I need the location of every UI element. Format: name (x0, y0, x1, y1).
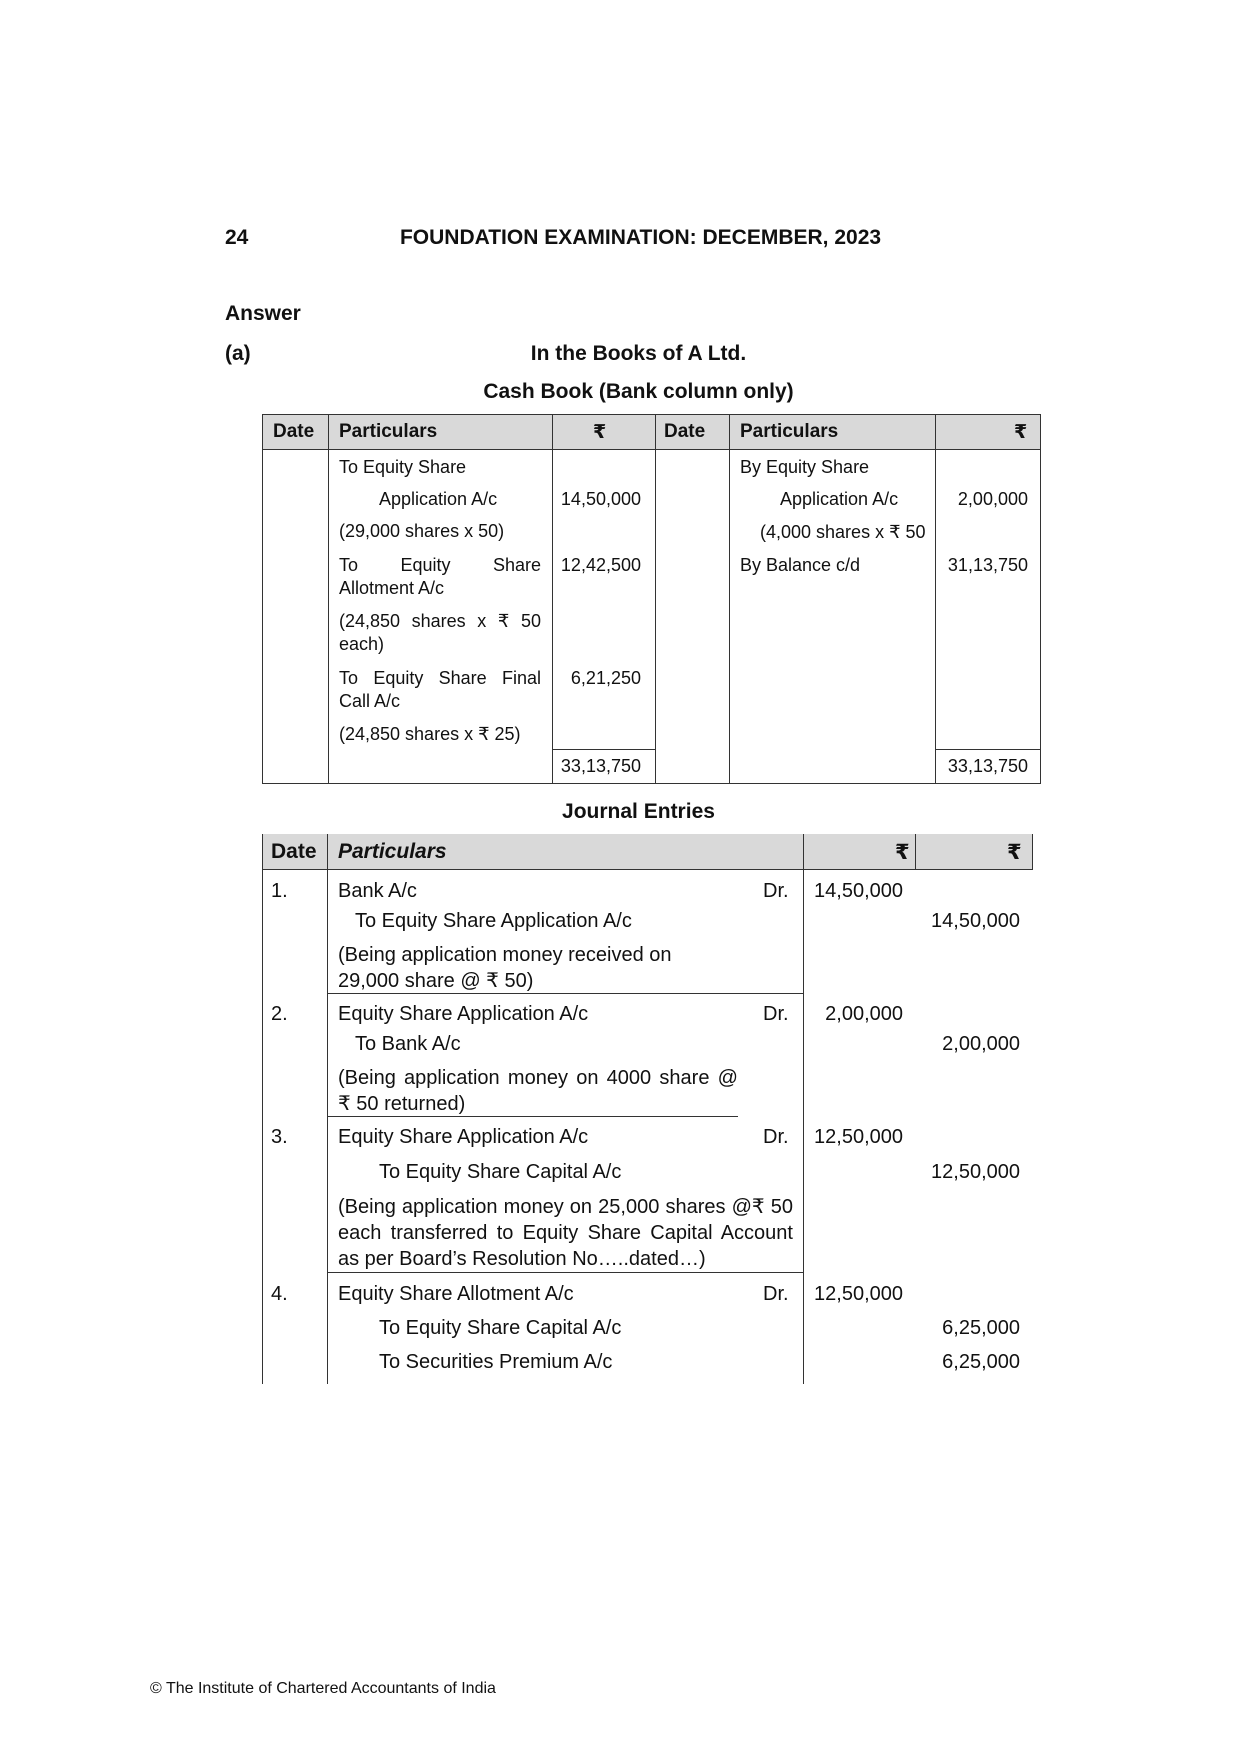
j-credit-account: To Securities Premium A/c (379, 1351, 613, 1373)
cb-debit-particulars: To Equity Share Final Call A/c (339, 668, 541, 711)
cb-col-divider (729, 415, 730, 783)
answer-heading: Answer (225, 302, 301, 325)
cb-debit-amount: 6,21,250 (570, 668, 641, 688)
page-number: 24 (225, 226, 249, 249)
cb-total-line (935, 749, 1040, 750)
j-debit-amount: 12,50,000 (814, 1283, 903, 1305)
j-header-date: Date (271, 840, 317, 863)
cb-credit-particulars: By Balance c/d (740, 555, 861, 575)
cash-book-table (262, 414, 1041, 784)
journal-title (0, 800, 1241, 824)
cb-credit-amount: 2,00,000 (957, 489, 1028, 509)
j-entry-separator (327, 993, 803, 994)
j-col-divider (262, 834, 263, 1384)
j-narration: (Being application money received on 29,000 share @ ₹ 50) (338, 944, 672, 992)
j-narration: (Being application money on 25,000 shares @₹ 50 each transferred to Equity Share Capital Account as per Board’s Resolution No…..dated…) (338, 1196, 793, 1270)
j-debit-account: Bank A/c (338, 880, 417, 902)
journal-header-row (262, 834, 1033, 870)
j-dr-label: Dr. (763, 1283, 789, 1305)
cb-debit-particulars: (24,850 shares x ₹ 50 each) (339, 611, 541, 654)
cb-col-divider (935, 415, 936, 783)
cb-col-divider (328, 415, 329, 783)
cb-header-amount-dr: ₹ (593, 422, 607, 443)
cb-col-divider (552, 415, 553, 783)
cash-book-header-row (263, 415, 1040, 450)
j-narration: (Being application money on 4000 share @ ₹ 50 returned) (338, 1067, 738, 1115)
cb-debit-particulars: To Equity Share (339, 457, 467, 477)
j-debit-account: Equity Share Allotment A/c (338, 1283, 574, 1305)
j-col-divider (327, 834, 328, 1384)
cb-debit-particulars: (29,000 shares x 50) (339, 521, 505, 541)
j-credit-account: To Equity Share Capital A/c (379, 1317, 622, 1339)
cb-total-credit: 33,13,750 (947, 756, 1028, 776)
j-credit-amount: 14,50,000 (931, 910, 1020, 932)
books-title (0, 342, 1241, 366)
footer-copyright: © The Institute of Chartered Accountants of India (150, 1680, 496, 1697)
journal-title-text: Journal Entries (562, 800, 715, 823)
j-entry-separator (327, 1272, 803, 1273)
cb-total-debit: 33,13,750 (560, 756, 641, 776)
j-debit-account: Equity Share Application A/c (338, 1126, 589, 1148)
j-col-divider (1032, 834, 1033, 870)
exam-title: FOUNDATION EXAMINATION: DECEMBER, 2023 (399, 226, 882, 249)
cb-header-date-dr: Date (273, 421, 315, 442)
j-entry-no: 3. (271, 1126, 288, 1148)
cb-debit-particulars: (24,850 shares x ₹ 25) (339, 724, 521, 744)
cb-credit-amount: 31,13,750 (947, 555, 1028, 575)
cb-debit-particulars: Application A/c (379, 489, 498, 509)
j-credit-account: To Equity Share Application A/c (355, 910, 632, 932)
j-entry-no: 1. (271, 880, 288, 902)
j-col-divider (915, 834, 916, 870)
j-header-cr-amount: ₹ (1007, 841, 1022, 864)
cb-header-amount-cr: ₹ (1014, 422, 1028, 443)
j-credit-amount: 12,50,000 (931, 1161, 1020, 1183)
cb-total-line (552, 749, 655, 750)
j-header-dr-amount: ₹ (895, 841, 910, 864)
cb-debit-amount: 14,50,000 (560, 489, 641, 509)
j-dr-label: Dr. (763, 880, 789, 902)
j-debit-amount: 12,50,000 (814, 1126, 903, 1148)
j-col-divider (262, 834, 263, 870)
j-entry-no: 4. (271, 1283, 288, 1305)
page-header (0, 226, 1241, 250)
j-credit-amount: 6,25,000 (942, 1317, 1020, 1339)
cb-credit-particulars: By Equity Share (740, 457, 870, 477)
journal-table (262, 834, 1033, 1384)
j-debit-account: Equity Share Application A/c (338, 1003, 589, 1025)
cb-credit-particulars: Application A/c (780, 489, 899, 509)
j-entry-separator (327, 1116, 738, 1117)
j-header-particulars: Particulars (338, 840, 447, 863)
j-credit-amount: 6,25,000 (942, 1351, 1020, 1373)
cb-col-divider (655, 415, 656, 783)
part-label: (a) (225, 342, 251, 365)
cb-header-particulars-cr: Particulars (740, 421, 839, 442)
j-entry-no: 2. (271, 1003, 288, 1025)
books-title-text: In the Books of A Ltd. (530, 342, 747, 365)
cb-debit-particulars: To Equity Share Allotment A/c (339, 555, 541, 598)
j-debit-amount: 14,50,000 (814, 880, 903, 902)
j-debit-amount: 2,00,000 (825, 1003, 903, 1025)
cb-header-date-cr: Date (664, 421, 706, 442)
j-credit-account: To Bank A/c (355, 1033, 461, 1055)
j-credit-account: To Equity Share Capital A/c (379, 1161, 622, 1183)
j-dr-label: Dr. (763, 1126, 789, 1148)
cashbook-title (0, 380, 1241, 404)
cb-credit-particulars: (4,000 shares x ₹ 50 (760, 522, 926, 542)
cb-header-particulars-dr: Particulars (339, 421, 438, 442)
j-dr-label: Dr. (763, 1003, 789, 1025)
j-credit-amount: 2,00,000 (942, 1033, 1020, 1055)
cb-debit-amount: 12,42,500 (560, 555, 641, 575)
cashbook-title-text: Cash Book (Bank column only) (483, 380, 794, 403)
